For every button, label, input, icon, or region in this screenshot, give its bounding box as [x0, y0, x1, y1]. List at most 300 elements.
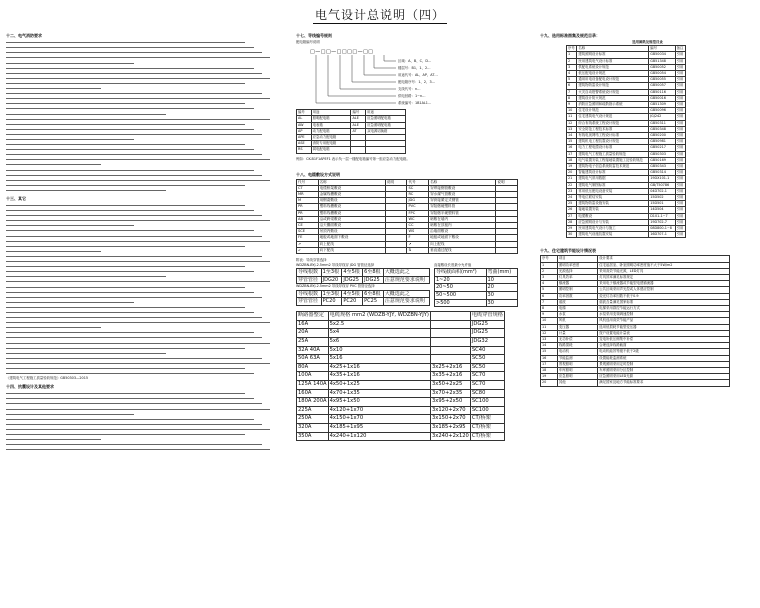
table-cell: 消防专用配电箱 [311, 141, 351, 147]
table-row [297, 329, 505, 338]
table-cell: 沿或跨梁敷设 [318, 216, 385, 222]
header-cell: 编号 [351, 110, 366, 116]
section-heading-energy: 十九、住宅建筑节能设计情况表 [540, 248, 596, 254]
table-cell: GB50311 [649, 120, 675, 126]
table-cell: GB50200 [649, 132, 675, 138]
table-cell: 1 [567, 52, 577, 58]
code-label: 支线代号：n… [398, 87, 421, 92]
header-cell: 序号 [541, 256, 558, 262]
table-cell: 建筑物电子信息系统防雷技术规范 [577, 163, 649, 169]
table-cell: 3x120+2x70 [430, 406, 470, 415]
section-heading-fire: 十二、电气消防要求 [6, 33, 42, 38]
wire-table-1 [296, 268, 430, 284]
table-cell: 风机选用高效节能产品 [598, 318, 730, 324]
table-cell: 引用 [675, 101, 685, 107]
table-cell: 设置能耗监测系统 [598, 355, 730, 361]
table-cell: 16A [297, 320, 329, 329]
table-cell: 电气装置安装工程接地装置施工及验收规范 [577, 157, 649, 163]
table-cell: 15D502 [649, 194, 675, 200]
table-cell: 225A [297, 406, 329, 415]
table-cell: PC20 [342, 298, 363, 306]
table-cell: AT [351, 128, 366, 134]
header-cell [430, 312, 470, 321]
table-cell: PC25 [363, 298, 384, 306]
table-cell: 引用 [675, 225, 685, 231]
table-cell: 30 [567, 232, 577, 238]
header-cell: 说明 [385, 179, 407, 185]
table-cell: 引用 [675, 213, 685, 219]
table-cell: 5x10 [328, 346, 430, 355]
left-notes-column [6, 30, 288, 452]
header-cell: 弯曲(mm) [486, 269, 517, 277]
table-cell: 4 [567, 70, 577, 76]
table-cell: 应急动力配电箱 [311, 134, 351, 140]
table-cell: 350A [297, 432, 329, 441]
table-cell: 金属线槽敷设 [318, 192, 385, 198]
table-cell: 引用 [675, 52, 685, 58]
table-cell: 电动机能效等级不低于2级 [598, 349, 730, 355]
code-label: 供电回路：1~n… [398, 94, 426, 99]
table-cell: 满足国家及地方节能标准要求 [598, 380, 730, 386]
table-cell: 其他 [557, 380, 597, 386]
table-cell: 照明配电箱 [311, 116, 351, 122]
table-cell: 250A [297, 415, 329, 424]
code-label: 配电箱序号：1、2、3… [398, 80, 435, 85]
table-cell: 3x35+2x16 [430, 372, 470, 381]
table-cell: 50A 63A [297, 355, 329, 364]
code-label: 用途代号：AL、AP、AT… [398, 73, 438, 78]
table-cell: SC100 [470, 406, 504, 415]
table-cell: 引用 [675, 114, 685, 120]
table-cell: 沿天棚面敷设 [318, 223, 385, 229]
table-cell: 引用 [675, 126, 685, 132]
table-cell: 暗敷在顶板内 [429, 223, 496, 229]
table-cell: 镇流器 [557, 281, 597, 287]
table-cell: 应急照明 [557, 374, 597, 380]
section-heading-other: 十三、其它 [6, 195, 26, 201]
table-cell: 30 [486, 292, 517, 300]
table-cell: GB51348 [649, 58, 675, 64]
table-cell: 3x50+2x25 [430, 380, 470, 389]
table-cell: 3x150+2x70 [430, 415, 470, 424]
table-cell [430, 320, 470, 329]
table-cell: 消防应急照明和疏散指示系统 [577, 101, 649, 107]
table-cell: 引用 [675, 64, 685, 70]
table-cell: 等电位联结安装 [577, 194, 649, 200]
table-cell: 吊顶内敷设 [318, 229, 385, 235]
table-cell: 20A [297, 329, 329, 338]
table-cell: GB50055 [649, 77, 675, 83]
table-cell: 地板或地面下敷设 [429, 235, 496, 241]
table-row [297, 363, 505, 372]
table-cell: SC70 [470, 380, 504, 389]
code-label: 系统编号：1B1AL1… [398, 101, 432, 106]
table-cell: 5 [567, 77, 577, 83]
box-usage-table [296, 109, 406, 153]
table-cell: 穿焊接钢管敷设 [429, 185, 496, 191]
table-cell: GB50096 [649, 108, 675, 114]
table-cell: 6 [567, 83, 577, 89]
table-row [297, 389, 505, 398]
table-cell: 11 [541, 324, 558, 330]
table-cell: 垂直通过配线 [429, 247, 496, 253]
table-cell: >500 [435, 299, 487, 307]
table-cell: GB50034 [649, 52, 675, 58]
subheading-box-code: 配电箱编号说明 [296, 40, 320, 44]
table-cell: 合理选择线路截面 [598, 343, 730, 349]
bend-table-title: 直接敷设长度最小允许值 [434, 263, 472, 268]
table-cell: 计量 [557, 330, 597, 336]
table-cell: GB50314 [649, 170, 675, 176]
table-cell: WS [407, 229, 429, 235]
table-cell: 景观照明 [557, 361, 597, 367]
table-cell: 引用 [675, 58, 685, 64]
table-row [297, 432, 505, 441]
table-cell: 320A [297, 423, 329, 432]
table-cell: JGJ242 [649, 114, 675, 120]
table-cell: 4x120+1x70 [328, 406, 430, 415]
table-cell: 125A 140A [297, 380, 329, 389]
table-cell: 50~500 [435, 292, 487, 300]
table-cell: GB50057 [649, 83, 675, 89]
table-cell: 住宅起居室、卧室照明功率密度值不大于5W/m2 [598, 262, 730, 268]
table-cell: 引用 [675, 163, 685, 169]
table-row [297, 398, 505, 407]
table-cell: 用钢索敷设 [318, 198, 385, 204]
table-cell: GB50052 [649, 64, 675, 70]
table-row [297, 346, 505, 355]
table-cell: 安全防范工程技术标准 [577, 126, 649, 132]
table-cell: 塑料线槽敷设 [318, 210, 385, 216]
table-cell: 荧光灯功率因数不低于0.9 [598, 293, 730, 299]
table-cell: 公共区域采用声光控或人体感应控制 [598, 287, 730, 293]
table-cell: 向上配线 [429, 241, 496, 247]
table-cell: 电动机 [557, 349, 597, 355]
table-cell: PR [297, 204, 319, 210]
table-cell: 应急照明采用LED光源 [598, 374, 730, 380]
table-cell: 3x25+2x16 [430, 363, 470, 372]
table-cell: 12 [541, 330, 558, 336]
table-cell: 20~50 [435, 284, 487, 292]
table-cell: 电梯采用群控节能运行方式 [598, 306, 730, 312]
table-row [297, 320, 505, 329]
table-cell: 引用 [675, 132, 685, 138]
table-cell: GB50343 [649, 163, 675, 169]
table-cell: 穿水煤气管敷设 [429, 192, 496, 198]
table-row [297, 406, 505, 415]
table-cell: 160A [297, 389, 329, 398]
table-cell: 4x95+1x50 [328, 398, 430, 407]
wire-table-2 [296, 290, 430, 306]
section-heading-laying: 十八、电缆敷设方式说明 [296, 171, 340, 177]
table-cell: 暗敷在墙内 [429, 216, 496, 222]
section-heading-standards: 十九、选用标准图集及规范目录： [540, 33, 600, 38]
table-cell [430, 346, 470, 355]
table-cell: 住宅设计规范 [577, 108, 649, 114]
table-cell: 04D702-1 [649, 188, 675, 194]
table-cell: SC80 [470, 389, 504, 398]
table-cell: 电表箱 [311, 122, 351, 128]
table-cell: 12 [567, 120, 577, 126]
table-cell: 5x4 [328, 329, 430, 338]
table-cell: PVC [407, 204, 429, 210]
table-cell: 20 [486, 284, 517, 292]
table-cell: 7 [541, 299, 558, 305]
table-cell: 10 [541, 318, 558, 324]
table-cell: 引用 [675, 170, 685, 176]
table-cell: CC [407, 223, 429, 229]
table-cell: CT [297, 185, 319, 191]
table-cell: CE [297, 223, 319, 229]
table-cell: 25A [297, 337, 329, 346]
wire-tables-row [296, 263, 521, 307]
header-cell: 项目 [557, 256, 597, 262]
table-cell: F [407, 235, 429, 241]
table-cell: 引用 [675, 194, 685, 200]
table-cell: 引用 [675, 176, 685, 182]
table-cell [430, 337, 470, 346]
table-cell: 5x16 [328, 355, 430, 364]
table-cell: 风机 [557, 318, 597, 324]
wire-table-1-title: WDZBN-BYJ-2.5mm2 导线导线穿 JDG 管管径选择 [296, 263, 375, 268]
table-row [541, 380, 730, 386]
table-row [297, 372, 505, 381]
header-cell: 用途 [311, 110, 351, 116]
table-cell: GB50348 [649, 126, 675, 132]
table-cell: 建筑电气设施抗震安装 [577, 232, 649, 238]
table-cell [496, 247, 518, 253]
table-cell: 常用低压配电设备安装 [577, 188, 649, 194]
table-cell: 谐波含量满足国家标准 [598, 299, 730, 305]
table-cell: ALE [351, 116, 366, 122]
table-cell: 引用 [675, 201, 685, 207]
header-cell: 编号 [649, 46, 675, 52]
notes-block-other [6, 203, 288, 376]
table-cell: 21 [567, 176, 577, 182]
table-cell: 1~20 [435, 276, 487, 284]
table-cell: FPC [407, 210, 429, 216]
table-cell: 引用 [675, 219, 685, 225]
standard-reference: 《建筑电气工程施工质量验收规范》GB50303—2015 [6, 376, 89, 380]
table-cell: D101-1~7 [649, 213, 675, 219]
table-cell: SC40 [470, 346, 504, 355]
header-cell: 断路器整定 [297, 312, 329, 321]
table-cell: SC [407, 185, 429, 191]
table-cell: 08D800-1~8 [649, 225, 675, 231]
page-title: 电气设计总说明（四） [314, 8, 445, 22]
table-header-row [297, 290, 430, 298]
table-row [435, 276, 518, 284]
table-cell: 线路损耗 [557, 343, 597, 349]
table-header-row [297, 269, 430, 277]
header-cell: 导线根数 [297, 269, 322, 277]
table-cell: 智能建筑设计标准 [577, 170, 649, 176]
table-cell: 住宅建筑电气设计规范 [577, 114, 649, 120]
table-cell: 4x25+1x16 [328, 363, 430, 372]
table-cell: FE [297, 235, 319, 241]
header-cell: 说明 [496, 179, 518, 185]
table-row [297, 380, 505, 389]
table-cell: 照明功率密度 [557, 262, 597, 268]
table-cell: 引用 [675, 120, 685, 126]
header-cell: 导线截面积(mm²) [435, 269, 487, 277]
table-header-row [435, 269, 518, 277]
table-cell: 建筑电气工程施工质量验收规范 [577, 151, 649, 157]
header-cell: 大概选此之 [383, 269, 429, 277]
table-cell: 5 [541, 287, 558, 293]
table-cell: 建筑物防雷设施安装 [577, 201, 649, 207]
table-cell [385, 247, 407, 253]
notes-block-seismic [6, 391, 288, 452]
table-cell: 车库照明 [557, 368, 597, 374]
table-cell: GB50303 [649, 151, 675, 157]
table-cell: JDG25 [363, 276, 384, 284]
table-cell: 15 [567, 139, 577, 145]
table-row [297, 247, 518, 253]
table-cell: 4 [541, 281, 558, 287]
code-label: 楼层号：B1、1、2… [398, 66, 431, 71]
header-cell: 6至8根 [363, 269, 384, 277]
table-cell: 18 [541, 368, 558, 374]
header-cell: 名称 [318, 179, 385, 185]
header-cell: 1至3根 [321, 269, 342, 277]
table-row [297, 147, 406, 153]
table-cell: SC100 [470, 398, 504, 407]
header-cell: 用途 [366, 110, 406, 116]
header-cell: 1至3根 [321, 290, 342, 298]
table-cell: 穿阻燃硬塑料管 [429, 204, 496, 210]
table-cell: M [297, 198, 319, 204]
table-cell: 无功补偿 [557, 337, 597, 343]
table-cell: AL [297, 116, 312, 122]
table-cell: 引用 [675, 77, 685, 83]
table-cell: SC70 [470, 372, 504, 381]
table-row [435, 284, 518, 292]
table-cell: JDG [407, 198, 429, 204]
table-cell: MR [297, 192, 319, 198]
table-cell: 变电所低压侧集中补偿 [598, 337, 730, 343]
table-cell: 4x150+1x70 [328, 415, 430, 424]
table-row [297, 355, 505, 364]
table-cell: 节能监测 [557, 355, 597, 361]
table-cell: 15D501 [649, 201, 675, 207]
table-cell [430, 329, 470, 338]
table-cell: 电缆桥架敷设 [318, 185, 385, 191]
table-cell: 建筑机电工程抗震设计规范 [577, 139, 649, 145]
table-cell: 14 [541, 343, 558, 349]
table-cell: 接地装置安装 [577, 207, 649, 213]
table-cell: 23 [567, 188, 577, 194]
table-cell: 19D702-7 [649, 219, 675, 225]
table-cell: ↗ [297, 241, 319, 247]
table-cell: 19 [541, 374, 558, 380]
table-cell: 车库照明采用分区控制 [598, 368, 730, 374]
standards-table [566, 45, 686, 238]
table-cell: 3x185+2x95 [430, 423, 470, 432]
table-cell: 引用 [675, 108, 685, 114]
table-row [297, 298, 430, 306]
standards-caption: 选用图纸及规范目录 [632, 40, 663, 44]
text-line [6, 371, 288, 376]
example-note: 例如：CK-B1F1APEF1 表示负一层一楼配电箱编号第一组应急动力配电箱。 [296, 156, 410, 161]
table-cell: 按户设置电能计量表 [598, 330, 730, 336]
notes-block-fire [6, 40, 288, 193]
box-code-diagram [296, 45, 521, 107]
table-cell: RC [407, 192, 429, 198]
header-cell: 序号 [567, 46, 577, 52]
table-cell: 10 [486, 276, 517, 284]
table-cell: 引用 [675, 95, 685, 101]
table-cell: 灯具效率 [557, 275, 597, 281]
table-cell: 水泵采用变频调速控制 [598, 312, 730, 318]
table-cell: 引用 [675, 188, 685, 194]
table-cell: 13 [541, 337, 558, 343]
box-code-pattern: □—□□—□□□□—□□ [310, 49, 374, 56]
text-line [6, 188, 288, 193]
table-cell: 4x240+1x120 [328, 432, 430, 441]
header-cell: 名称 [577, 46, 649, 52]
table-cell: GB50217 [649, 145, 675, 151]
table-cell: 穿套接紧定式钢管 [429, 198, 496, 204]
table-cell: 引用 [675, 145, 685, 151]
table-cell: 22 [567, 182, 577, 188]
table-row [297, 276, 430, 284]
header-cell: 代号 [407, 179, 429, 185]
table-cell: 11 [567, 114, 577, 120]
table-cell: 16D707-1 [649, 232, 675, 238]
table-cell: 14D504 [649, 207, 675, 213]
middle-column [296, 30, 521, 441]
table-cell: 27 [567, 213, 577, 219]
table-cell: ↙ [297, 247, 319, 253]
table-cell: 注意规范要求说明 [383, 298, 429, 306]
table-cell: JDG25 [342, 276, 363, 284]
table-cell: 180A 200A [297, 398, 329, 407]
table-cell: SC50 [470, 355, 504, 364]
table-cell [351, 147, 366, 153]
table-cell: GB/T50786 [649, 182, 675, 188]
table-cell: CT/桥架 [470, 432, 504, 441]
table-row [435, 292, 518, 300]
table-cell: 16 [541, 355, 558, 361]
table-cell: APE [297, 134, 312, 140]
table-cell: 32A 40A [297, 346, 329, 355]
table-cell: 4x35+1x16 [328, 372, 430, 381]
table-cell: 10 [567, 108, 577, 114]
table-cell: 17 [567, 151, 577, 157]
table-cell: ALE [351, 122, 366, 128]
table-cell: 29 [567, 225, 577, 231]
table-cell: 17 [541, 361, 558, 367]
table-cell: JDG32 [470, 337, 504, 346]
right-column [540, 30, 755, 387]
table-cell: WC [407, 216, 429, 222]
table-row [435, 299, 518, 307]
table-cell: 引用 [675, 207, 685, 213]
table-cell: 通用用电设备配电设计规范 [577, 77, 649, 83]
code-labels [398, 58, 438, 107]
table-cell: 9 [541, 312, 558, 318]
table-cell: 9 [567, 101, 577, 107]
table-cell: 建筑电气制图标准 [577, 182, 649, 188]
code-label: 区域：A、B、C、D… [398, 59, 432, 64]
table-cell: 5x2.5 [328, 320, 430, 329]
header-cell: 备注 [675, 46, 685, 52]
table-cell: 18 [567, 157, 577, 163]
table-cell: 25 [567, 201, 577, 207]
header-cell: 名称 [429, 179, 496, 185]
table-cell: 引用 [675, 232, 685, 238]
